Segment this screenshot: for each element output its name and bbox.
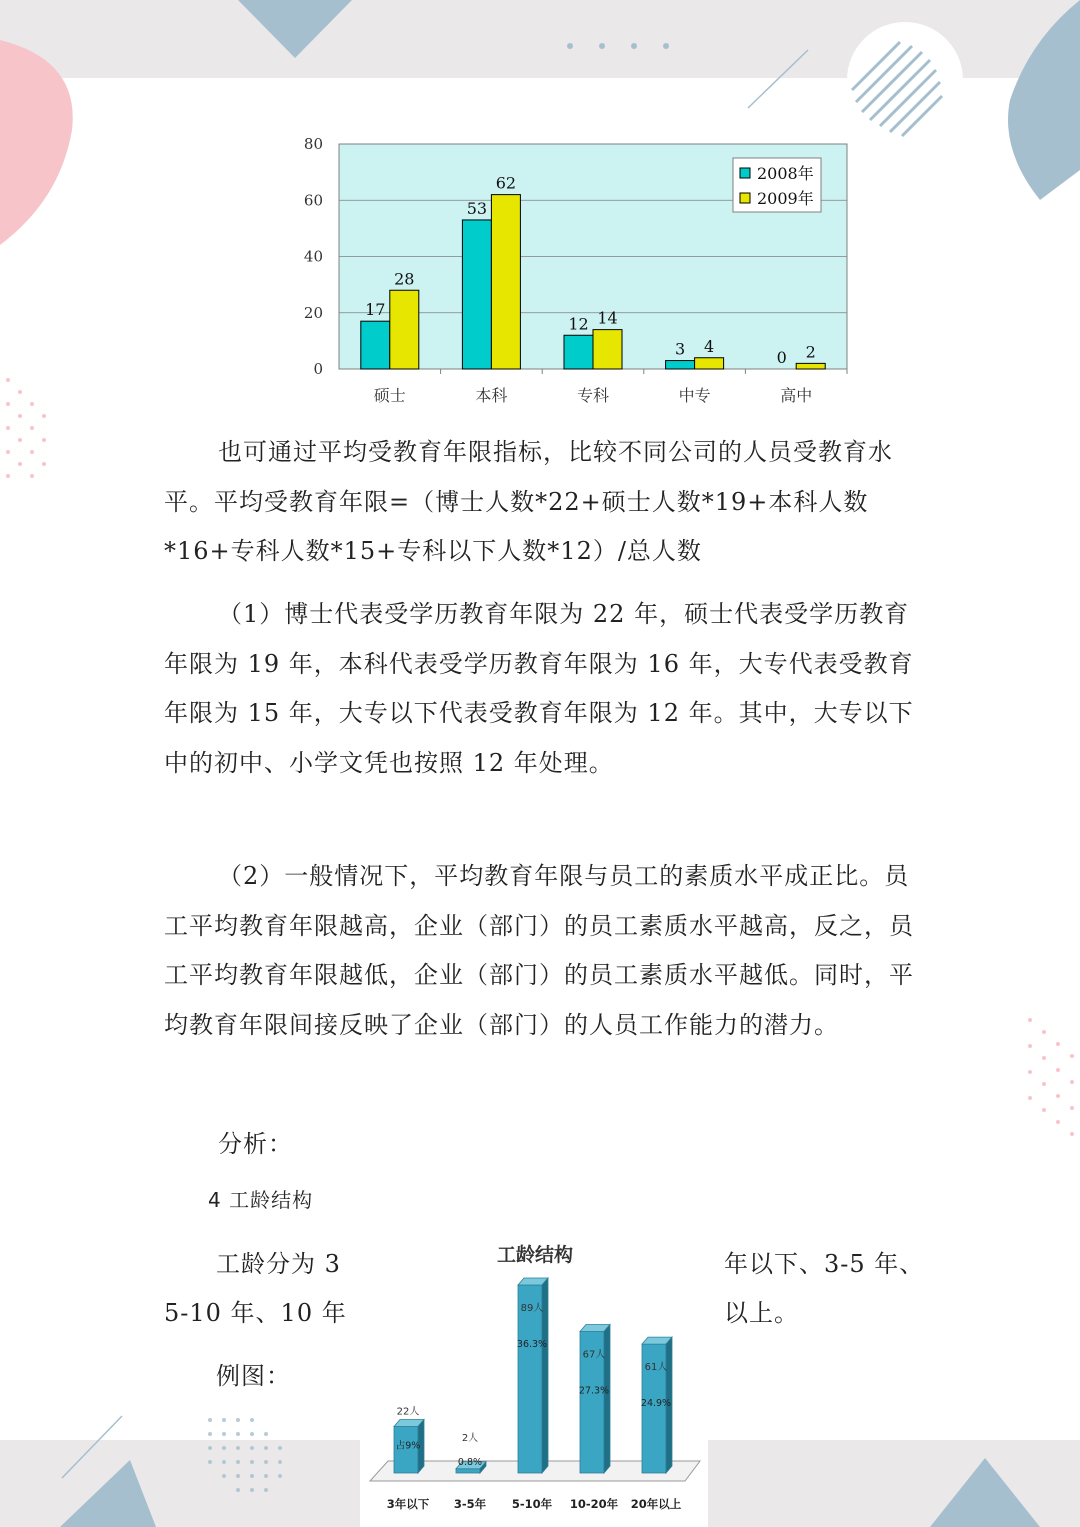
chart-title: 工龄结构 xyxy=(496,1244,574,1266)
bar-2009 xyxy=(390,290,419,369)
data-label: 14 xyxy=(597,308,618,328)
bar-3-5年 xyxy=(456,1469,480,1473)
x-tick-label: 10-20年 xyxy=(569,1497,619,1511)
y-tick-label: 40 xyxy=(303,247,323,266)
bar-2008 xyxy=(462,220,491,369)
count-label: 22人 xyxy=(396,1406,420,1418)
work-age-text-left-2: 5-10 年、10 年 xyxy=(164,1299,347,1327)
percent-label: 27.3% xyxy=(578,1385,610,1397)
bar-side xyxy=(604,1324,610,1473)
x-tick-label: 中专 xyxy=(678,386,711,405)
bar-2009 xyxy=(491,195,520,369)
legend-swatch xyxy=(740,193,750,203)
education-bar-chart xyxy=(290,130,860,415)
data-label: 12 xyxy=(568,314,589,334)
y-tick-label: 80 xyxy=(303,135,323,153)
paragraph-point-1: （1）博士代表受学历教育年限为 22 年，硕士代表受学历教育年限为 19 年，本科代表受学历教育年限为 16 年，大专代表受教育年限为 15 年，大专以下代表受教育年限为 12 年。其中，大专以下中的初中、小学文凭也按照 12 年处理。 xyxy=(164,600,914,777)
work-age-text-right-1: 年以下、3-5 年、 xyxy=(724,1250,925,1278)
count-label: 89人 xyxy=(520,1303,544,1314)
data-label: 3 xyxy=(675,339,686,359)
data-label: 28 xyxy=(394,269,415,289)
data-label: 53 xyxy=(466,198,488,218)
data-label: 2 xyxy=(805,342,816,362)
analysis-label: 分析： xyxy=(218,1130,293,1158)
example-label: 例图： xyxy=(216,1362,291,1390)
section-heading-work-age: 4 工龄结构 xyxy=(208,1188,314,1212)
work-age-structure-chart xyxy=(360,1235,710,1527)
percent-label: 36.3% xyxy=(516,1339,548,1350)
percent-label: 24.9% xyxy=(640,1398,672,1410)
paragraph-average-years: 也可通过平均受教育年限指标，比较不同公司的人员受教育水平。平均受教育年限=（博士人数*22+硕士人数*19+本科人数*16+专科人数*15+专科以下人数*12）/总人数 xyxy=(164,438,893,565)
x-tick-label: 3-5年 xyxy=(453,1497,487,1511)
work-age-text-left-1: 工龄分为 3 xyxy=(216,1250,341,1278)
y-tick-label: 0 xyxy=(313,360,323,378)
bar-2008 xyxy=(564,335,593,369)
data-label: 4 xyxy=(704,336,715,356)
y-tick-label: 20 xyxy=(303,303,323,322)
bar-2009 xyxy=(593,330,622,369)
x-tick-label: 5-10年 xyxy=(511,1497,553,1511)
x-tick-label: 3年以下 xyxy=(386,1497,430,1511)
bar-2008 xyxy=(361,321,390,369)
x-tick-label: 本科 xyxy=(475,386,508,405)
percent-label: 0.8% xyxy=(457,1456,483,1468)
work-age-text-right-2: 以上。 xyxy=(724,1299,799,1327)
bar-2008 xyxy=(666,361,695,369)
paragraph-point-2: （2）一般情况下，平均教育年限与员工的素质水平成正比。员工平均教育年限越高，企业（部门）的员工素质水平越高，反之，员工平均教育年限越低，企业（部门）的员工素质水平越低。同时，平均教育年限间接反映了企业（部门）的人员工作能力的潜力。 xyxy=(164,862,914,1039)
percent-label: 占9% xyxy=(395,1440,421,1452)
data-label: 62 xyxy=(495,173,517,193)
data-label: 0 xyxy=(776,348,787,367)
legend-label: 2009年 xyxy=(757,189,814,208)
legend-swatch xyxy=(740,168,750,178)
bar-2009 xyxy=(695,358,724,369)
x-tick-label: 硕士 xyxy=(373,386,406,405)
y-tick-label: 60 xyxy=(303,191,323,210)
x-tick-label: 高中 xyxy=(780,386,813,405)
data-label: 17 xyxy=(365,300,386,320)
x-tick-label: 20年以上 xyxy=(630,1497,682,1511)
count-label: 67人 xyxy=(582,1349,606,1361)
count-label: 61人 xyxy=(644,1362,668,1374)
bar-2009 xyxy=(796,363,825,369)
x-tick-label: 专科 xyxy=(576,386,610,405)
legend-label: 2008年 xyxy=(757,164,814,183)
count-label: 2人 xyxy=(461,1432,479,1444)
